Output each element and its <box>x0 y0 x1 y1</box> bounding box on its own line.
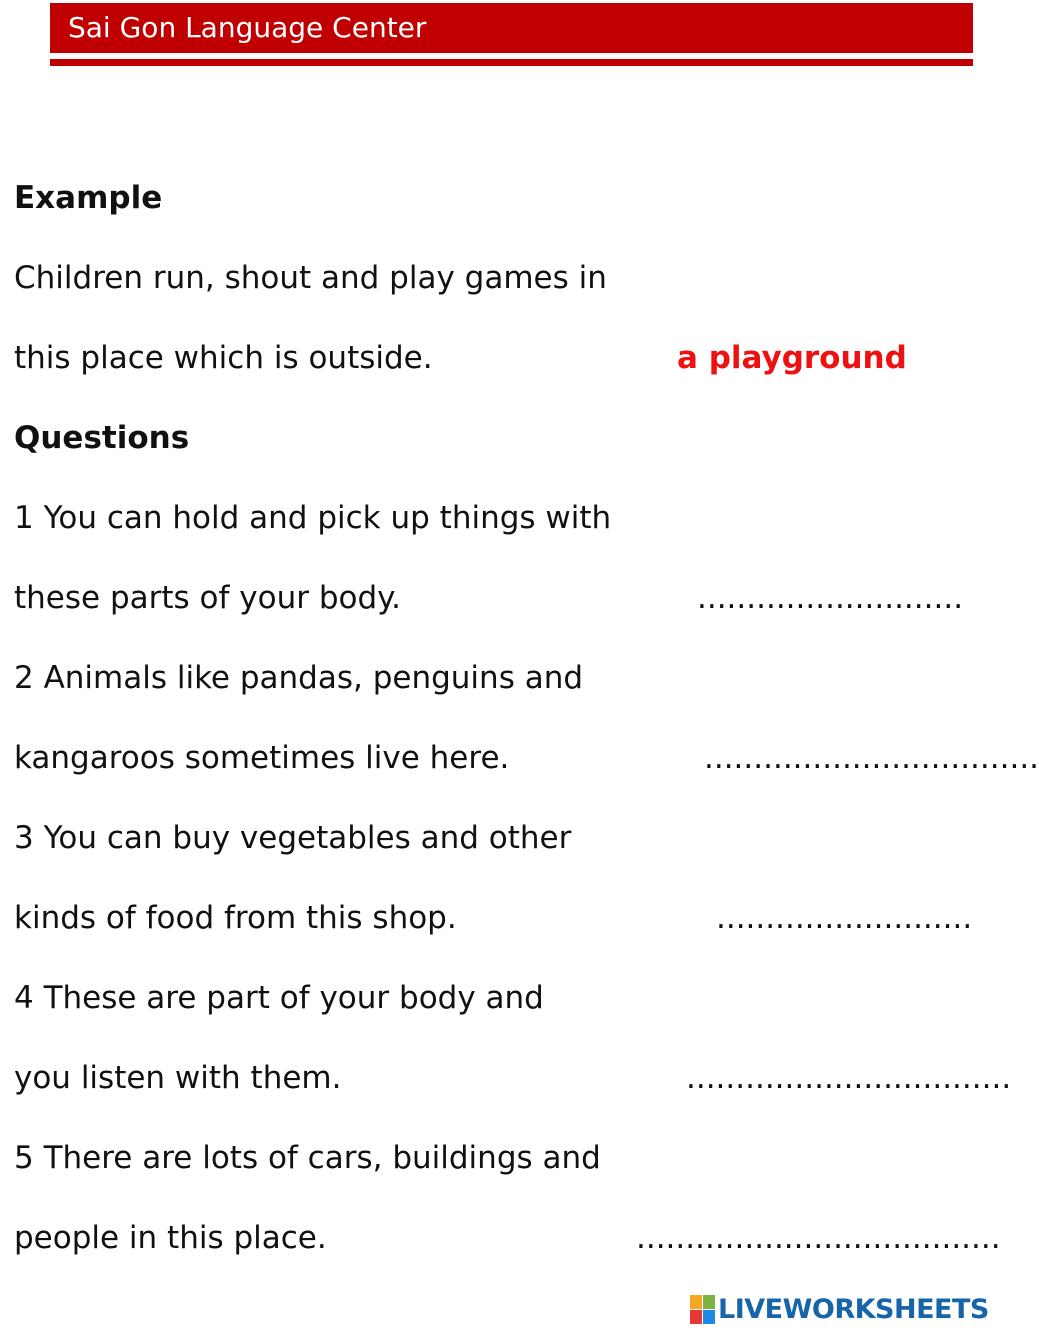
question-4-answer-blank[interactable]: ................................. <box>686 1060 1012 1096</box>
example-heading: Example <box>14 180 163 216</box>
question-1-answer-blank[interactable]: ........................... <box>697 580 964 616</box>
example-line-2: this place which is outside. <box>14 340 433 376</box>
question-2-line-2: kangaroos sometimes live here. <box>14 740 510 776</box>
question-5-line-2: people in this place. <box>14 1220 327 1256</box>
header-title: Sai Gon Language Center <box>68 11 427 44</box>
liveworksheets-logo-icon <box>690 1295 714 1323</box>
question-3-line-1: 3 You can buy vegetables and other <box>14 820 572 856</box>
header-underline <box>50 59 973 66</box>
question-1-line-1: 1 You can hold and pick up things with <box>14 500 612 536</box>
liveworksheets-logo[interactable] <box>690 1291 989 1327</box>
questions-heading: Questions <box>14 420 190 456</box>
question-4-line-1: 4 These are part of your body and <box>14 980 544 1016</box>
question-3-answer-blank[interactable]: .......................... <box>716 900 973 936</box>
question-3-line-2: kinds of food from this shop. <box>14 900 457 936</box>
question-1-line-2: these parts of your body. <box>14 580 401 616</box>
question-5-line-1: 5 There are lots of cars, buildings and <box>14 1140 601 1176</box>
question-2-line-1: 2 Animals like pandas, penguins and <box>14 660 584 696</box>
question-4-line-2: you listen with them. <box>14 1060 342 1096</box>
logo-text: LIVEWORKSHEETS <box>718 1293 989 1325</box>
question-2-answer-blank[interactable]: .................................. <box>704 740 1039 776</box>
example-answer: a playground <box>677 340 907 376</box>
question-5-answer-blank[interactable]: ..................................... <box>636 1220 1001 1256</box>
example-line-1: Children run, shout and play games in <box>14 260 607 296</box>
